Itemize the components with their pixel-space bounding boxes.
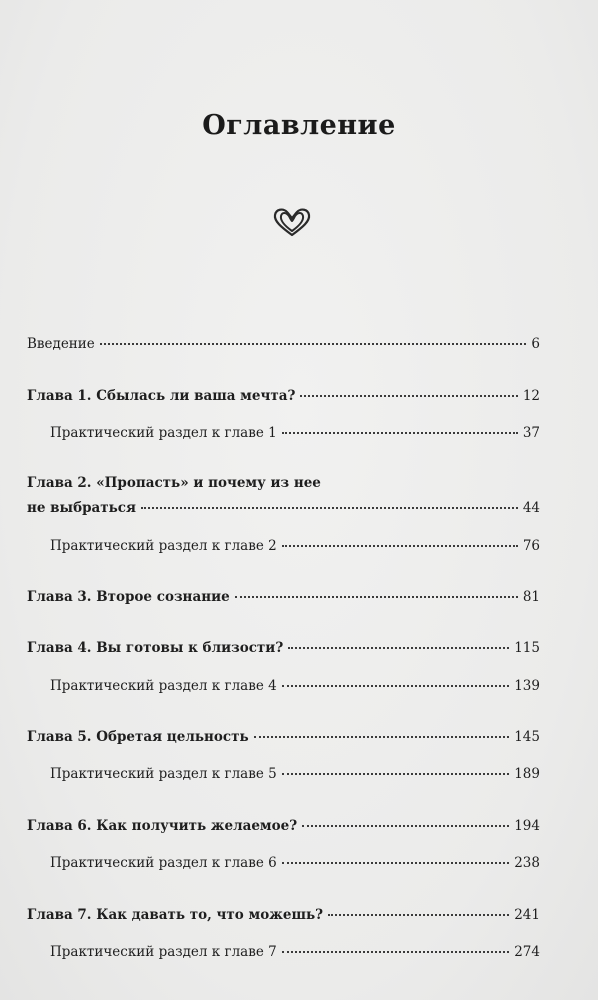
toc-entry-label: Практический раздел к главе 4 [50,678,277,694]
toc-leader-dots [282,951,510,953]
toc-page-number: 241 [514,907,540,923]
toc-entry-label: Практический раздел к главе 6 [50,855,277,871]
toc-page-number: 81 [522,589,540,605]
toc-entry-label: Глава 1. Сбылась ли ваша мечта? [27,388,296,404]
toc-leader-dots [235,596,518,598]
toc-entry-label: Глава 4. Вы готовы к близости? [27,640,284,656]
toc-page-number: 44 [522,500,540,516]
page-title: Оглавление [202,110,396,141]
toc-entry-label: Практический раздел к главе 7 [50,944,277,960]
toc-leader-dots [288,647,509,649]
toc-page-number: 189 [514,766,540,782]
toc-entry-label: Практический раздел к главе 2 [50,538,277,554]
toc-page-number: 139 [514,678,540,694]
toc-page-number: 37 [522,425,540,441]
toc-leader-dots [328,914,509,916]
toc-leader-dots [282,773,510,775]
toc-page-number: 238 [514,855,540,871]
toc-entry-label: не выбраться [27,500,136,516]
toc-entry-chapter-2-practical[interactable] [50,538,540,554]
toc-entry-label: Глава 3. Второе сознание [27,589,230,605]
toc-leader-dots [282,545,518,547]
toc-page-number: 274 [514,944,540,960]
toc-page-number: 12 [522,388,540,404]
toc-leader-dots [300,395,517,397]
toc-entry-label: Глава 5. Обретая цельность [27,729,249,745]
toc-page-number: 194 [514,818,540,834]
toc-entry-chapter-5[interactable] [27,729,540,745]
toc-entry-chapter-6[interactable] [27,818,540,834]
toc-page-number: 145 [514,729,540,745]
toc-entry-intro[interactable] [27,336,540,352]
toc-entry-chapter-6-practical[interactable] [50,855,540,871]
toc-entry-label: Введение [27,336,95,352]
toc-entry-label: Практический раздел к главе 1 [50,425,277,441]
toc-leader-dots [282,432,518,434]
toc-page-number: 76 [522,538,540,554]
toc-page-number: 6 [531,336,540,352]
toc-entry-chapter-2-line1[interactable]: Глава 2. «Пропасть» и почему из нее [27,475,321,491]
toc-entry-chapter-7[interactable] [27,907,540,923]
toc-page-number: 115 [514,640,540,656]
toc-leader-dots [100,343,527,345]
toc-leader-dots [254,736,510,738]
toc-leader-dots [282,862,510,864]
toc-entry-chapter-5-practical[interactable] [50,766,540,782]
heart-icon [271,206,313,238]
toc-entry-label: Практический раздел к главе 5 [50,766,277,782]
toc-entry-chapter-2[interactable] [27,500,540,516]
toc-entry-label: Глава 6. Как получить желаемое? [27,818,298,834]
toc-entry-chapter-4[interactable] [27,640,540,656]
toc-entry-chapter-1-practical[interactable] [50,425,540,441]
toc-entry-chapter-3[interactable] [27,589,540,605]
toc-leader-dots [141,507,518,509]
toc-leader-dots [302,825,509,827]
toc-entry-chapter-1[interactable] [27,388,540,404]
toc-entry-chapter-7-practical[interactable] [50,944,540,960]
toc-leader-dots [282,685,510,687]
toc-entry-label: Глава 7. Как давать то, что можешь? [27,907,324,923]
toc-entry-chapter-4-practical[interactable] [50,678,540,694]
